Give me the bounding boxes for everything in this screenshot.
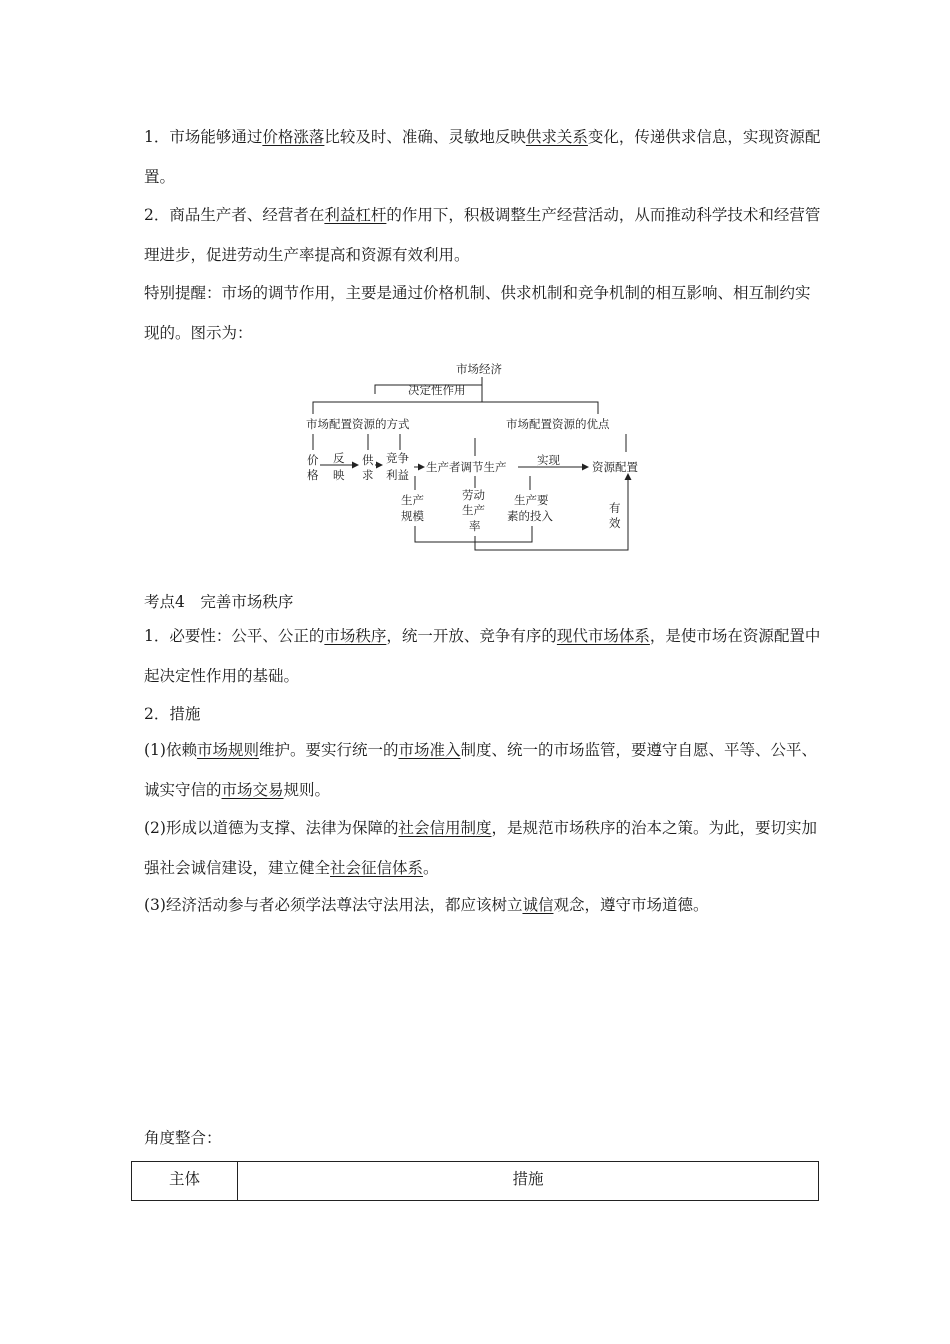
- integration-label: 角度整合：: [144, 1129, 222, 1147]
- label-effective-2: 效: [609, 516, 621, 530]
- underlined-term: 诚信: [522, 896, 554, 914]
- underlined-term: 市场规则: [196, 741, 259, 759]
- text: 1．市场能够通过: [144, 128, 263, 146]
- text: 1．必要性：公平、公正的: [144, 627, 325, 645]
- label-interest: 利益: [386, 468, 409, 482]
- label-decisive-role: 决定性作用: [408, 383, 466, 397]
- label-factors-2: 素的投入: [507, 509, 553, 523]
- text: (3)经济活动参与者必须学法尊法守法用法，都应该树立: [144, 896, 523, 914]
- label-resource-allocation: 资源配置: [592, 460, 638, 474]
- label-compete: 竞争: [386, 451, 409, 465]
- label-supply-2: 求: [362, 468, 374, 482]
- underlined-term: 利益杠杆: [324, 206, 387, 224]
- label-effective-1: 有: [609, 501, 621, 515]
- table-header-measures: 措施: [512, 1170, 544, 1188]
- integration-table: [131, 1161, 819, 1201]
- text: 观念，遵守市场道德。: [553, 896, 709, 914]
- label-allocation-advantage: 市场配置资源的优点: [506, 417, 610, 431]
- label-producer-regulation: 生产者调节生产: [426, 460, 507, 474]
- paragraph-interest-lever: [144, 195, 824, 275]
- text: 比较及时、准确、灵敏地反映: [324, 128, 526, 146]
- underlined-term: 市场交易: [221, 781, 284, 799]
- text: ，是规范市场秩序的治本之策。为此，要切实加强社会诚信建设，建立健全: [144, 819, 817, 877]
- label-factors-1: 生产要: [514, 493, 549, 507]
- connector: [313, 402, 598, 414]
- label-market-economy: 市场经济: [456, 362, 502, 376]
- text: 的作用下，积极调整生产经营活动，从而推动科学技术和经营管理进步，促进劳动生产率提高和资源有效利用。: [144, 206, 821, 264]
- label-price-1: 价: [307, 453, 319, 467]
- text: (1)依赖: [144, 741, 197, 759]
- paragraph-measure-2: [144, 808, 824, 888]
- label-scale-2: 规模: [401, 509, 424, 523]
- label-labor-3: 率: [469, 519, 481, 533]
- paragraph-price-mechanism: [144, 117, 824, 197]
- label-reflect-2: 映: [333, 468, 345, 482]
- label-supply-1: 供: [362, 453, 374, 467]
- paragraph-necessity: [144, 616, 824, 696]
- underlined-term: 价格涨落: [262, 128, 325, 146]
- label-labor-1: 劳动: [462, 488, 485, 502]
- underlined-term: 现代市场体系: [556, 627, 650, 645]
- label-realize: 实现: [537, 453, 560, 467]
- table-header-subject: 主体: [132, 1162, 238, 1200]
- special-reminder: 特别提醒：市场的调节作用，主要是通过价格机制、供求机制和竞争机制的相互影响、相互制约实现的。图示为：: [144, 284, 811, 342]
- text: (2)形成以道德为支撑、法律为保障的: [144, 819, 399, 837]
- label-reflect-1: 反: [333, 451, 345, 465]
- text: 规则。: [283, 781, 331, 799]
- text: 维护。要实行统一的: [258, 741, 399, 759]
- market-regulation-diagram: [290, 356, 650, 556]
- text: ，统一开放、竞争有序的: [386, 627, 557, 645]
- underlined-term: 市场秩序: [324, 627, 387, 645]
- paragraph-measures-heading: 2．措施: [144, 705, 201, 723]
- paragraph-measure-3: [144, 885, 824, 925]
- underlined-term: 市场准入: [398, 741, 461, 759]
- text: 。: [423, 859, 439, 877]
- label-allocation-method: 市场配置资源的方式: [306, 417, 410, 431]
- text: 2．商品生产者、经营者在: [144, 206, 325, 224]
- paragraph-measure-1: [144, 730, 824, 810]
- underlined-term: 社会信用制度: [398, 819, 492, 837]
- label-scale-1: 生产: [401, 493, 424, 507]
- text: 制度、统一的市场监管，要遵守自愿、平等、公平、诚实守信的: [144, 741, 818, 799]
- underlined-term: 供求关系: [525, 128, 588, 146]
- section-title: 考点4 完善市场秩序: [144, 593, 294, 611]
- label-price-2: 格: [307, 468, 319, 482]
- label-labor-2: 生产: [462, 503, 485, 517]
- text: ，是使市场在资源配置中起决定性作用的基础。: [144, 627, 821, 685]
- text: 变化，传递供求信息，实现资源配置。: [144, 128, 821, 186]
- underlined-term: 社会征信体系: [330, 859, 424, 877]
